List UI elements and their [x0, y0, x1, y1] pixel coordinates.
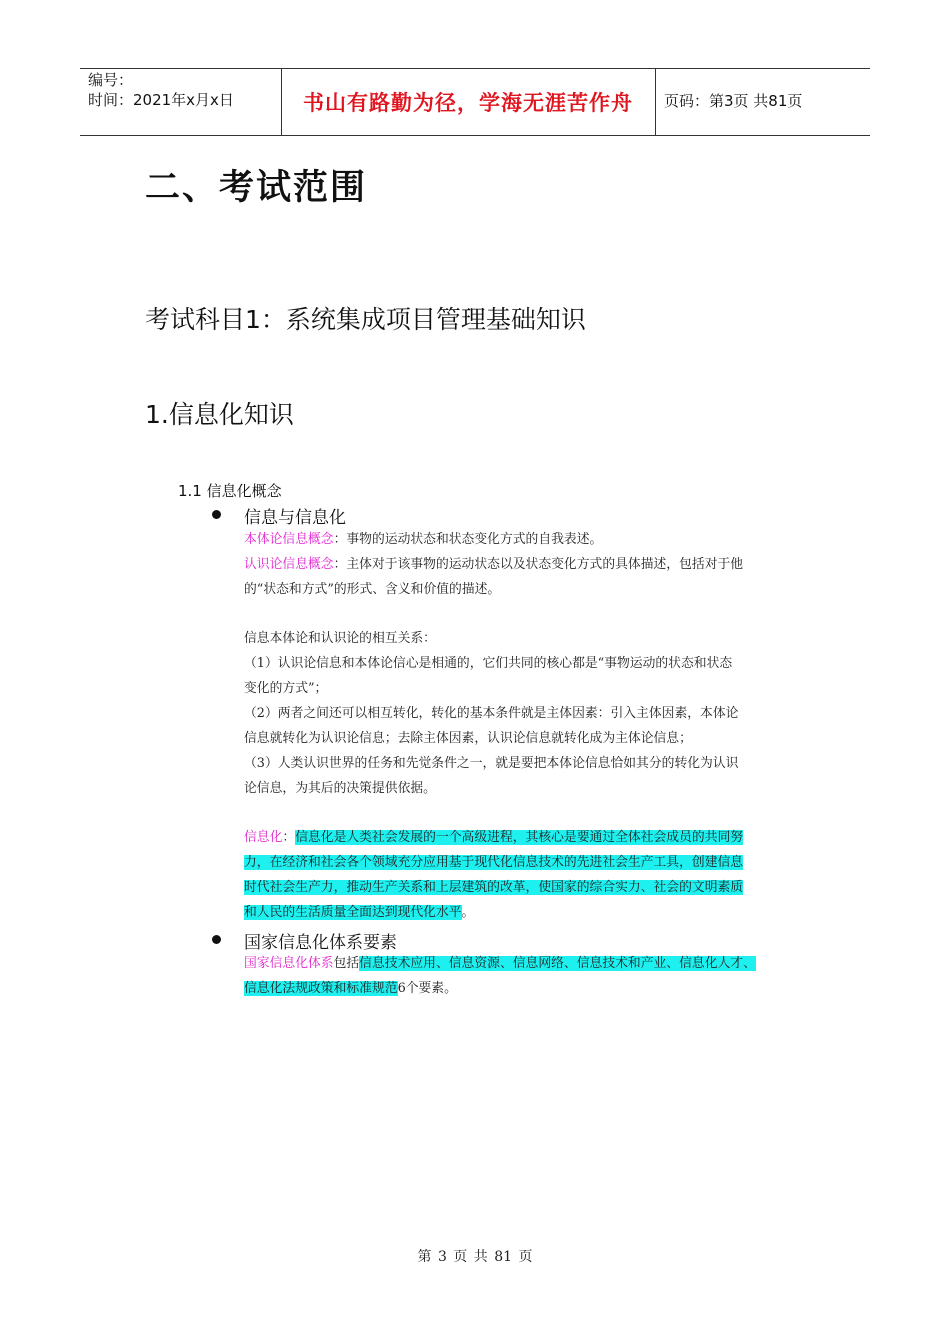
informatization-text-3: 时代社会生产力，推动生产关系和上层建筑的改革，使国家的综合实力、社会的文明素质 [244, 880, 744, 895]
ontology-line [244, 527, 602, 552]
subsection-heading: 1.1 信息化概念 [178, 482, 282, 500]
relation-1b: 变化的方式”； [244, 681, 328, 696]
header-page-info: 页码：第3页 共81页 [664, 92, 803, 110]
informatization-text-1: 信息化是人类社会发展的一个高级进程，其核心是要通过全体社会成员的共同努 [295, 830, 744, 845]
subject-heading: 考试科目1：系统集成项目管理基础知识 [145, 305, 586, 334]
informatization-line-1 [244, 825, 743, 850]
national-text-post: 6个要素。 [397, 981, 457, 996]
bullet-dot [212, 935, 221, 944]
document-date: 时间：2021年x月x日 [88, 91, 234, 109]
page-footer: 第 3 页 共 81 页 [417, 1249, 533, 1265]
epistemology-line-1 [244, 552, 743, 577]
ontology-text: ：事物的运动状态和状态变化方式的自我表述。 [333, 532, 603, 547]
epistemology-line-2: 的“状态和方式”的形式、含义和价值的描述。 [244, 582, 501, 597]
relation-3b: 论信息，为其后的决策提供依据。 [244, 781, 436, 796]
informatization-colon: ： [282, 830, 296, 845]
header-left-cell [88, 70, 278, 110]
ontology-term: 本体论信息概念 [244, 532, 334, 547]
relation-2a: （2）两者之间还可以相互转化，转化的基本条件就是主体因素：引入主体因素，本体论 [244, 706, 739, 721]
relation-2b: 信息就转化为认识论信息；去除主体因素，认识论信息就转化成为主体论信息； [244, 731, 692, 746]
section-heading: 1.信息化知识 [145, 400, 294, 429]
document-number: 编号： [88, 71, 134, 89]
national-highlight-1: 信息技术应用、信息资源、信息网络、信息技术和产业、信息化人才、 [359, 956, 756, 971]
national-line-2 [244, 976, 457, 1001]
bullet-dot [212, 510, 221, 519]
informatization-text-2: 力，在经济和社会各个领域充分应用基于现代化信息技术的先进社会生产工具，创建信息 [244, 855, 744, 870]
relation-title: 信息本体论和认识论的相互关系： [244, 631, 436, 646]
informatization-end: 。 [461, 905, 475, 920]
informatization-text-4: 和人民的生活质量全面达到现代化水平 [244, 905, 462, 920]
relation-1a: （1）认识论信息和本体论信心是相通的，它们共同的核心都是“事物运动的状态和状态 [244, 656, 733, 671]
informatization-line-4 [244, 900, 474, 925]
header-divider-right [655, 68, 656, 135]
relation-3a: （3）人类认识世界的任务和先觉条件之一，就是要把本体论信息恰如其分的转化为认识 [244, 756, 739, 771]
national-term: 国家信息化体系 [244, 956, 334, 971]
informatization-line-2 [244, 850, 743, 875]
national-text-pre: 包括 [333, 956, 360, 971]
informatization-term: 信息化 [244, 830, 283, 845]
national-line-1 [244, 951, 756, 976]
national-highlight-2: 信息化法规政策和标准规范 [244, 981, 398, 996]
header-bottom-border [80, 135, 870, 136]
bullet-label-national: 国家信息化体系要素 [244, 933, 397, 953]
informatization-line-3 [244, 875, 743, 900]
header-motto: 书山有路勤为径，学海无涯苦作舟 [303, 90, 633, 115]
epistemology-term: 认识论信息概念 [244, 557, 334, 572]
bullet-label-info: 信息与信息化 [244, 508, 346, 528]
epistemology-text-1: ：主体对于该事物的运动状态以及状态变化方式的具体描述，包括对于他 [333, 557, 744, 572]
page-title: 二、考试范围 [145, 168, 368, 208]
